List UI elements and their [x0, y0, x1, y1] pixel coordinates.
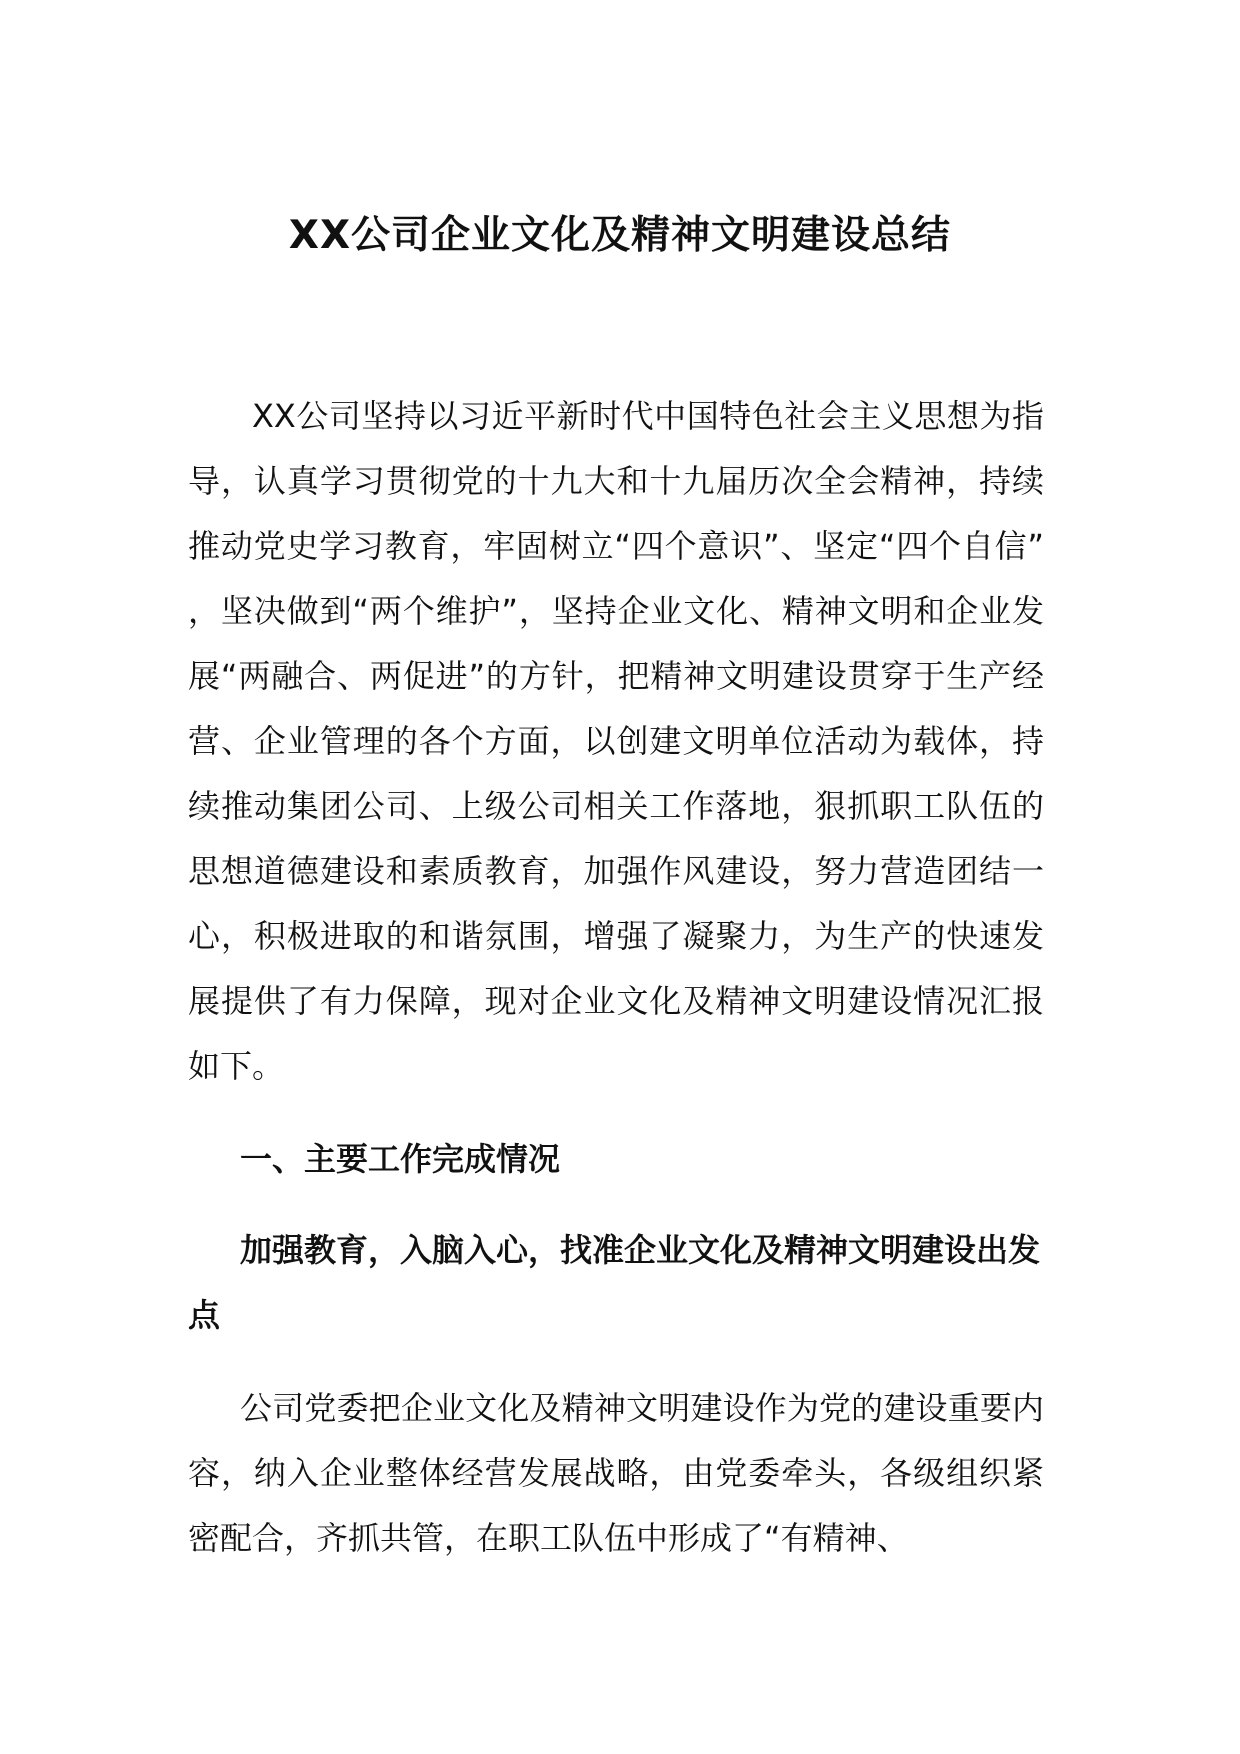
intro-paragraph: XX公司坚持以习近平新时代中国特色社会主义思想为指导，认真学习贯彻党的十九大和十九届历次全会精神，持续推动党史学习教育，牢固树立“四个意识”、坚定“四个自信”，坚决做到“两个维护”，坚持企业文化、精神文明和企业发展“两融合、两促进”的方针，把精神文明建设贯穿于生产经营、企业管理的各个方面，以创建文明单位活动为载体，持续推动集团公司、上级公司相关工作落地，狠抓职工队伍的思想道德建设和素质教育，加强作风建设，努力营造团结一心，积极进取的和谐氛围，增强了凝聚力，为生产的快速发展提供了有力保障，现对企业文化及精神文明建设情况汇报如下。: [188, 397, 1044, 1085]
document-title: XX公司企业文化及精神文明建设总结: [288, 213, 952, 258]
subsection-paragraph-education: 公司党委把企业文化及精神文明建设作为党的建设重要内容，纳入企业整体经营发展战略，由党委牵头，各级组织紧密配合，齐抓共管，在职工队伍中形成了“有精神、: [188, 1389, 1044, 1557]
document-body: [188, 384, 1044, 1571]
subsection-heading-education: 加强教育，入脑入心，找准企业文化及精神文明建设出发点: [188, 1231, 1041, 1334]
section-heading-main-work: 一、主要工作完成情况: [240, 1140, 561, 1178]
